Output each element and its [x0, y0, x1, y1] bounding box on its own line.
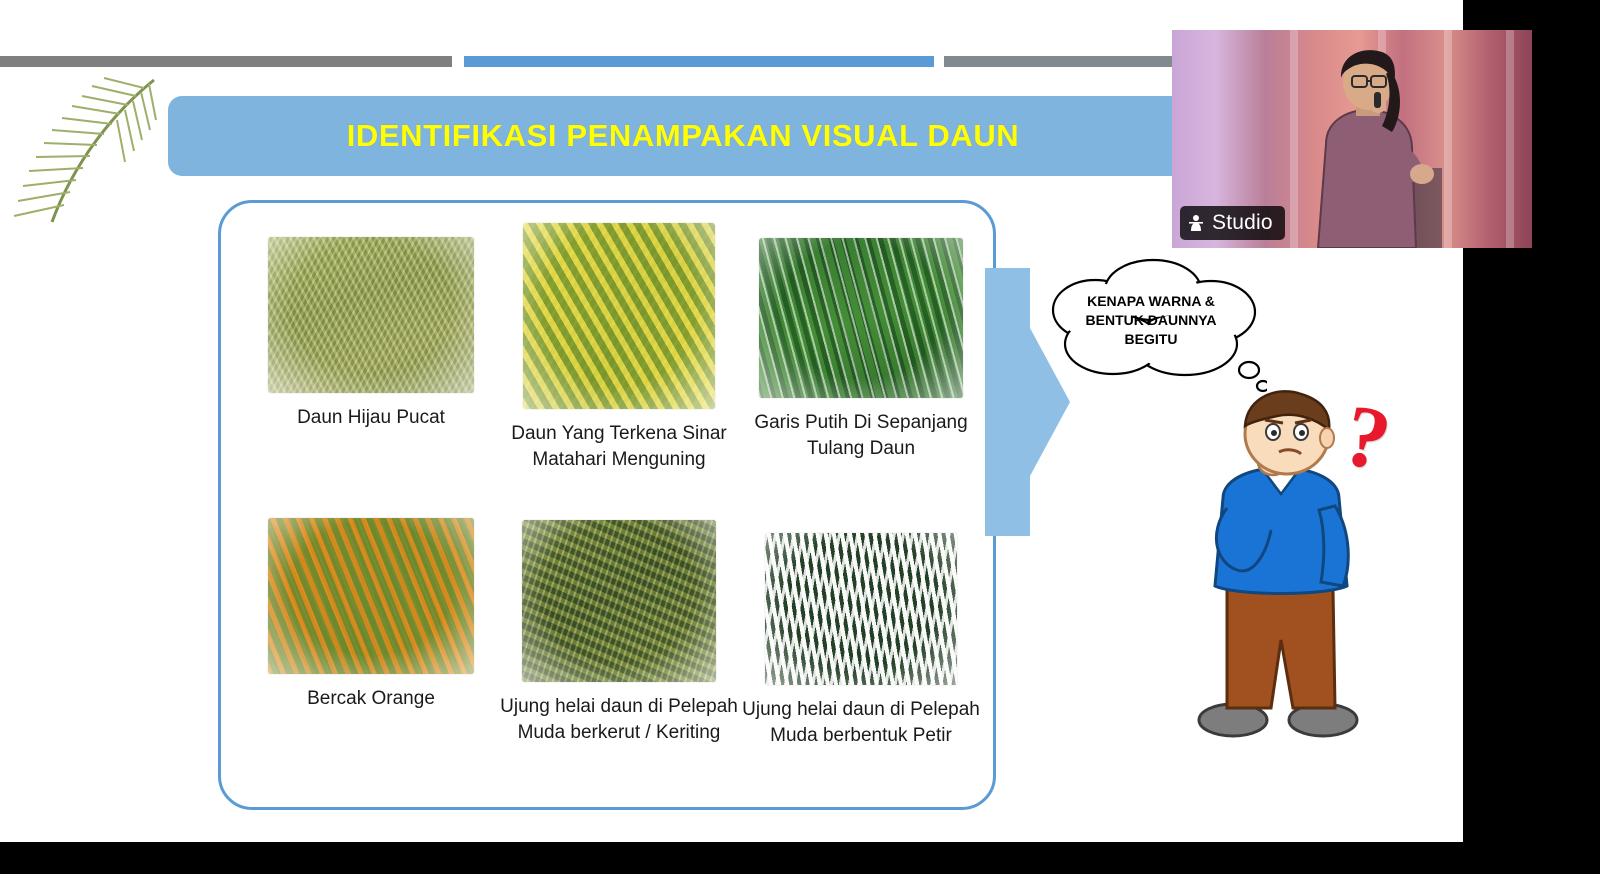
grid-item-caption: Ujung helai daun di Pelepah Muda berbentuk Petir — [742, 699, 980, 746]
grid-item — [246, 518, 496, 712]
photo-vignette — [523, 223, 715, 409]
letterbox-bottom — [0, 842, 1463, 874]
grid-item-caption: Daun Hijau Pucat — [297, 407, 445, 428]
presenter-figure — [1292, 48, 1452, 248]
grid-item — [494, 223, 744, 472]
photo-vignette — [765, 533, 957, 685]
thinking-boy-illustration — [1175, 390, 1390, 745]
topbar-left — [0, 56, 452, 67]
video-source-name: Studio — [1212, 211, 1273, 234]
pale-green-leaf-photo — [268, 237, 474, 393]
grid-item — [736, 238, 986, 461]
presenter-video-overlay[interactable] — [1172, 30, 1532, 248]
pin-person-icon — [1188, 214, 1204, 232]
grid-item — [736, 533, 986, 748]
palm-leaf-icon — [4, 72, 174, 242]
thought-bubble-text: KENAPA WARNA & BENTUK DAUNNYA BEGITU — [1085, 293, 1217, 347]
white-stripe-midrib-photo — [759, 238, 963, 398]
lightning-shaped-leaflet-photo — [765, 533, 957, 685]
topbar-middle — [464, 56, 934, 67]
question-mark: ? — [1335, 386, 1399, 491]
grid-item-caption: Daun Yang Terkena Sinar Matahari Menguning — [511, 423, 727, 470]
page-title: IDENTIFIKASI PENAMPAKAN VISUAL DAUN — [346, 118, 1020, 153]
photo-vignette — [522, 520, 716, 682]
video-source-label — [1180, 206, 1285, 240]
grid-item-caption: Ujung helai daun di Pelepah Muda berkerut / Keriting — [500, 696, 738, 743]
grid-item-caption: Garis Putih Di Sepanjang Tulang Daun — [754, 412, 968, 459]
grid-item — [246, 237, 496, 431]
symptom-grid — [236, 215, 984, 815]
orange-spot-leaf-photo — [268, 518, 474, 674]
crinkled-leaflet-tip-photo — [522, 520, 716, 682]
grid-item-caption: Bercak Orange — [307, 688, 435, 709]
sun-yellowed-leaf-photo — [523, 223, 715, 409]
grid-item — [494, 520, 744, 745]
thought-bubble — [1035, 252, 1267, 402]
photo-vignette — [268, 518, 474, 674]
video-light-stripe — [1506, 30, 1514, 248]
photo-vignette — [268, 237, 474, 393]
photo-vignette — [759, 238, 963, 398]
